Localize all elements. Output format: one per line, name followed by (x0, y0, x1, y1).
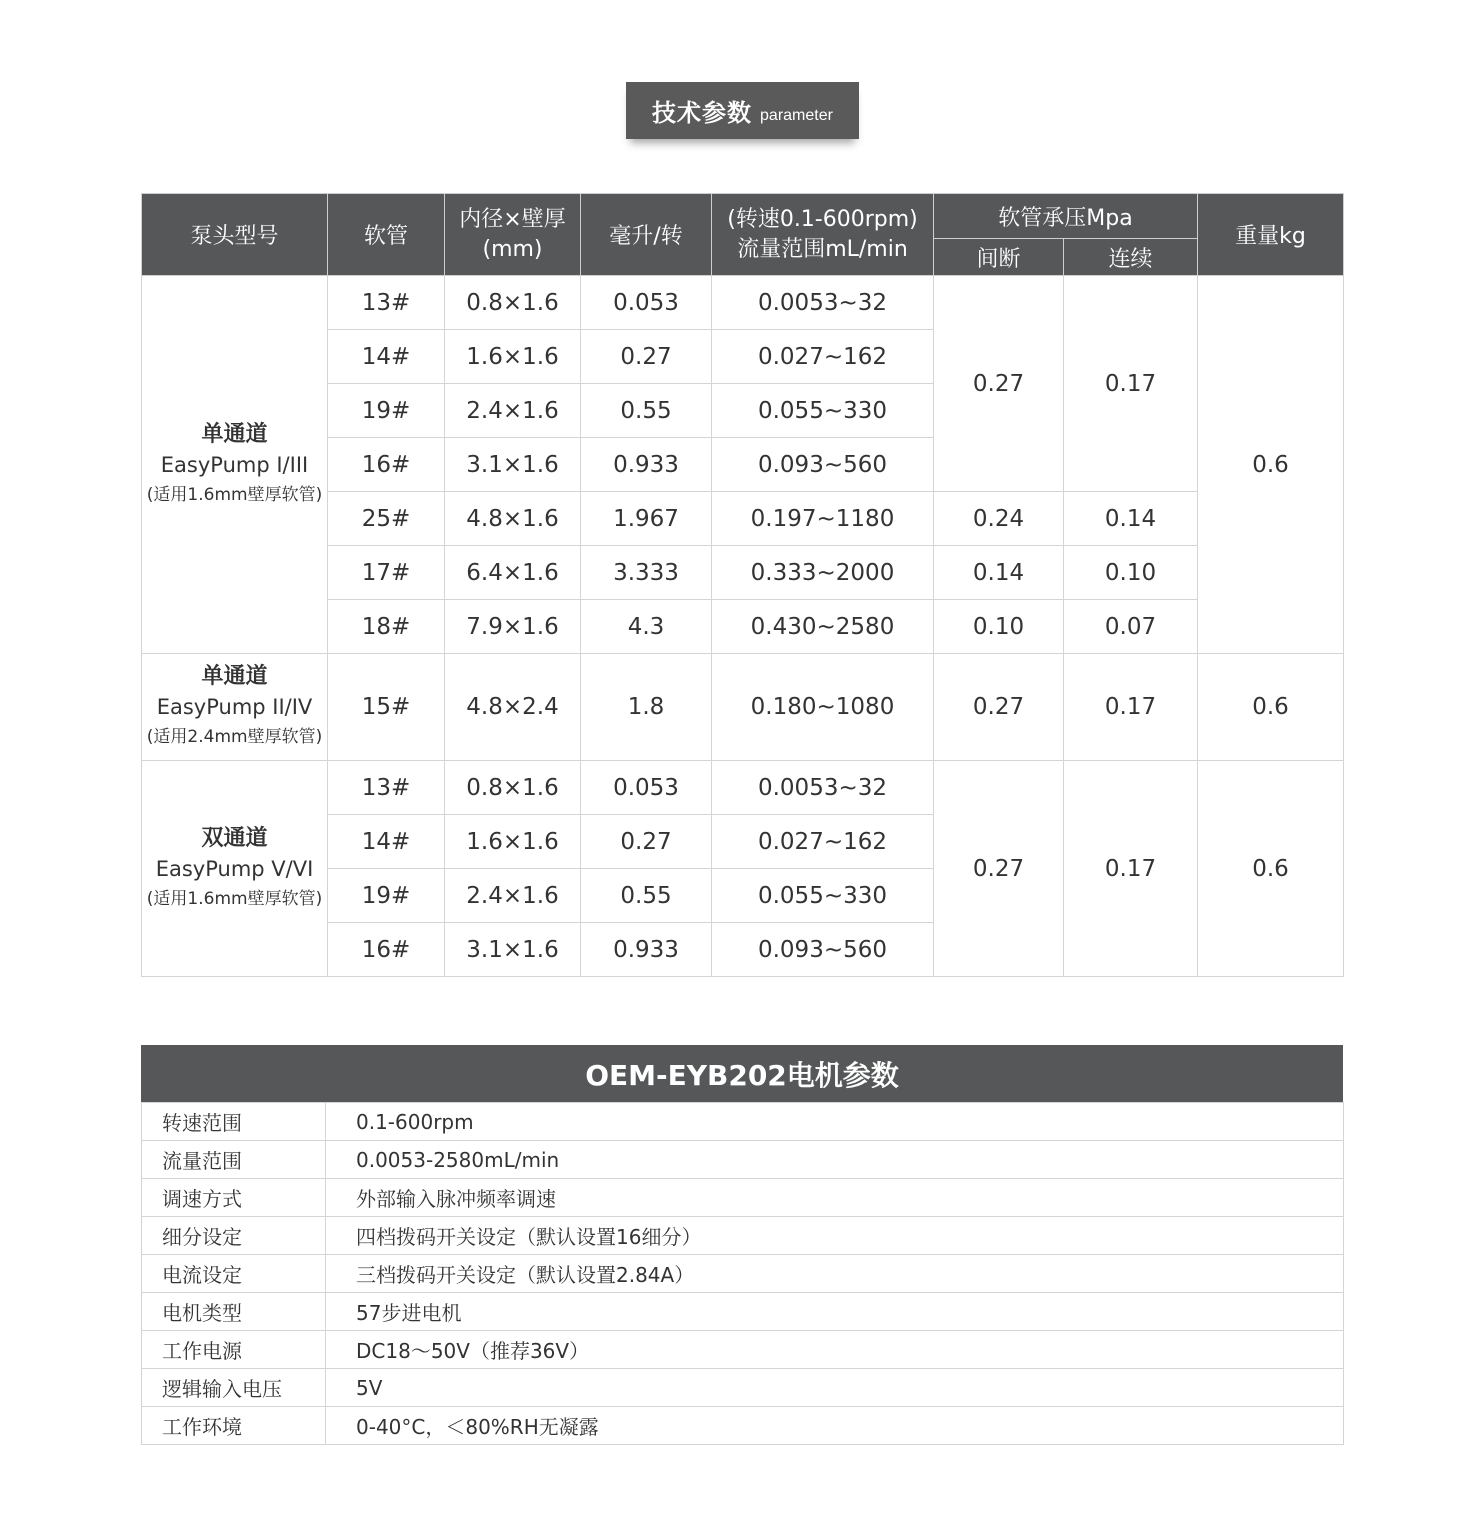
continuous-cell: 0.10 (1064, 546, 1198, 600)
tube-cell: 16# (328, 923, 445, 977)
table-row (142, 1141, 1344, 1179)
intermittent-cell: 0.14 (934, 546, 1064, 600)
motor-params (141, 1045, 1343, 1445)
motor-key: 电流设定 (142, 1255, 326, 1293)
tube-cell: 13# (328, 761, 445, 815)
motor-value: 外部输入脉冲频率调速 (326, 1179, 1344, 1217)
tube-cell: 14# (328, 815, 445, 869)
tube-cell: 15# (328, 654, 445, 761)
tube-cell: 25# (328, 492, 445, 546)
model-note: (适用1.6mm壁厚软管) (146, 484, 323, 505)
header-size (445, 194, 581, 276)
table-row (142, 1103, 1344, 1141)
header-pressure: 软管承压Mpa (934, 194, 1198, 239)
intermittent-cell: 0.27 (934, 761, 1064, 977)
motor-value: 四档拨码开关设定（默认设置16细分） (326, 1217, 1344, 1255)
tube-cell: 16# (328, 438, 445, 492)
flow-cell: 0.027~162 (712, 815, 934, 869)
motor-value: 0.0053-2580mL/min (326, 1141, 1344, 1179)
table-row (142, 1255, 1344, 1293)
flow-cell: 0.0053~32 (712, 276, 934, 330)
flow-cell: 0.180~1080 (712, 654, 934, 761)
table-row (142, 1293, 1344, 1331)
table-row (142, 276, 1344, 330)
ml-cell: 0.053 (581, 276, 712, 330)
ml-cell: 0.55 (581, 384, 712, 438)
ml-cell: 0.27 (581, 330, 712, 384)
header-model: 泵头型号 (142, 194, 328, 276)
flow-cell: 0.055~330 (712, 384, 934, 438)
weight-cell: 0.6 (1198, 761, 1344, 977)
size-cell: 1.6×1.6 (445, 815, 581, 869)
model-name: 单通道 (201, 664, 268, 689)
header-weight: 重量kg (1198, 194, 1344, 276)
tube-cell: 18# (328, 600, 445, 654)
flow-cell: 0.055~330 (712, 869, 934, 923)
tube-cell: 17# (328, 546, 445, 600)
ml-cell: 0.27 (581, 815, 712, 869)
motor-key: 流量范围 (142, 1141, 326, 1179)
continuous-cell: 0.17 (1064, 276, 1198, 492)
intermittent-cell: 0.27 (934, 276, 1064, 492)
model-cell (142, 654, 328, 761)
flow-cell: 0.197~1180 (712, 492, 934, 546)
motor-key: 工作环境 (142, 1407, 326, 1445)
motor-value: DC18～50V（推荐36V） (326, 1331, 1344, 1369)
motor-key: 电机类型 (142, 1293, 326, 1331)
table-row (142, 1331, 1344, 1369)
intermittent-cell: 0.24 (934, 492, 1064, 546)
intermittent-cell: 0.27 (934, 654, 1064, 761)
size-cell: 0.8×1.6 (445, 761, 581, 815)
ml-cell: 1.8 (581, 654, 712, 761)
model-note: (适用1.6mm壁厚软管) (146, 888, 323, 909)
model-cell (142, 276, 328, 654)
motor-key: 调速方式 (142, 1179, 326, 1217)
section-title-cn: 技术参数 (652, 99, 753, 127)
table-row (142, 761, 1344, 815)
ml-cell: 0.933 (581, 438, 712, 492)
size-cell: 6.4×1.6 (445, 546, 581, 600)
header-size-line1: 内径×壁厚 (459, 206, 566, 232)
size-cell: 1.6×1.6 (445, 330, 581, 384)
table-row (142, 1407, 1344, 1445)
ml-cell: 3.333 (581, 546, 712, 600)
flow-cell: 0.430~2580 (712, 600, 934, 654)
header-flow-line2: 流量范围mL/min (737, 236, 908, 262)
section-title (626, 82, 859, 139)
table-row (142, 1369, 1344, 1407)
model-note: (适用2.4mm壁厚软管) (146, 727, 323, 747)
motor-title: OEM-EYB202电机参数 (141, 1045, 1343, 1102)
header-size-line2: (mm) (482, 236, 543, 262)
model-pump: EasyPump I/III (160, 452, 309, 477)
weight-cell: 0.6 (1198, 276, 1344, 654)
flow-cell: 0.333~2000 (712, 546, 934, 600)
model-name: 双通道 (201, 825, 268, 851)
section-title-en: parameter (760, 106, 833, 124)
model-name: 单通道 (201, 421, 268, 447)
tube-cell: 14# (328, 330, 445, 384)
motor-value: 57步进电机 (326, 1293, 1344, 1331)
size-cell: 3.1×1.6 (445, 923, 581, 977)
size-cell: 2.4×1.6 (445, 384, 581, 438)
motor-key: 逻辑输入电压 (142, 1369, 326, 1407)
header-tube: 软管 (328, 194, 445, 276)
continuous-cell: 0.17 (1064, 654, 1198, 761)
size-cell: 4.8×2.4 (445, 654, 581, 761)
flow-cell: 0.093~560 (712, 438, 934, 492)
ml-cell: 0.053 (581, 761, 712, 815)
flow-cell: 0.093~560 (712, 923, 934, 977)
header-intermittent: 间断 (934, 239, 1064, 276)
model-pump: EasyPump II/IV (156, 695, 313, 719)
table-row (142, 1179, 1344, 1217)
header-flow (712, 194, 934, 276)
ml-cell: 4.3 (581, 600, 712, 654)
motor-key: 工作电源 (142, 1331, 326, 1369)
motor-value: 0-40°C，＜80%RH无凝露 (326, 1407, 1344, 1445)
size-cell: 4.8×1.6 (445, 492, 581, 546)
model-cell (142, 761, 328, 977)
size-cell: 3.1×1.6 (445, 438, 581, 492)
size-cell: 7.9×1.6 (445, 600, 581, 654)
header-continuous: 连续 (1064, 239, 1198, 276)
header-ml-per-rev: 毫升/转 (581, 194, 712, 276)
weight-cell: 0.6 (1198, 654, 1344, 761)
continuous-cell: 0.14 (1064, 492, 1198, 546)
motor-key: 转速范围 (142, 1103, 326, 1141)
tube-cell: 19# (328, 869, 445, 923)
tube-cell: 19# (328, 384, 445, 438)
motor-value: 5V (326, 1369, 1344, 1407)
size-cell: 0.8×1.6 (445, 276, 581, 330)
motor-table (141, 1102, 1344, 1445)
ml-cell: 1.967 (581, 492, 712, 546)
ml-cell: 0.55 (581, 869, 712, 923)
intermittent-cell: 0.10 (934, 600, 1064, 654)
motor-value: 三档拨码开关设定（默认设置2.84A） (326, 1255, 1344, 1293)
motor-key: 细分设定 (142, 1217, 326, 1255)
size-cell: 2.4×1.6 (445, 869, 581, 923)
tube-cell: 13# (328, 276, 445, 330)
table-row (142, 654, 1344, 761)
flow-cell: 0.027~162 (712, 330, 934, 384)
spec-table (141, 193, 1344, 977)
motor-value: 0.1-600rpm (326, 1103, 1344, 1141)
continuous-cell: 0.17 (1064, 761, 1198, 977)
header-flow-line1: (转速0.1-600rpm) (727, 206, 918, 232)
table-row (142, 1217, 1344, 1255)
continuous-cell: 0.07 (1064, 600, 1198, 654)
ml-cell: 0.933 (581, 923, 712, 977)
flow-cell: 0.0053~32 (712, 761, 934, 815)
model-pump: EasyPump V/VI (155, 856, 314, 881)
